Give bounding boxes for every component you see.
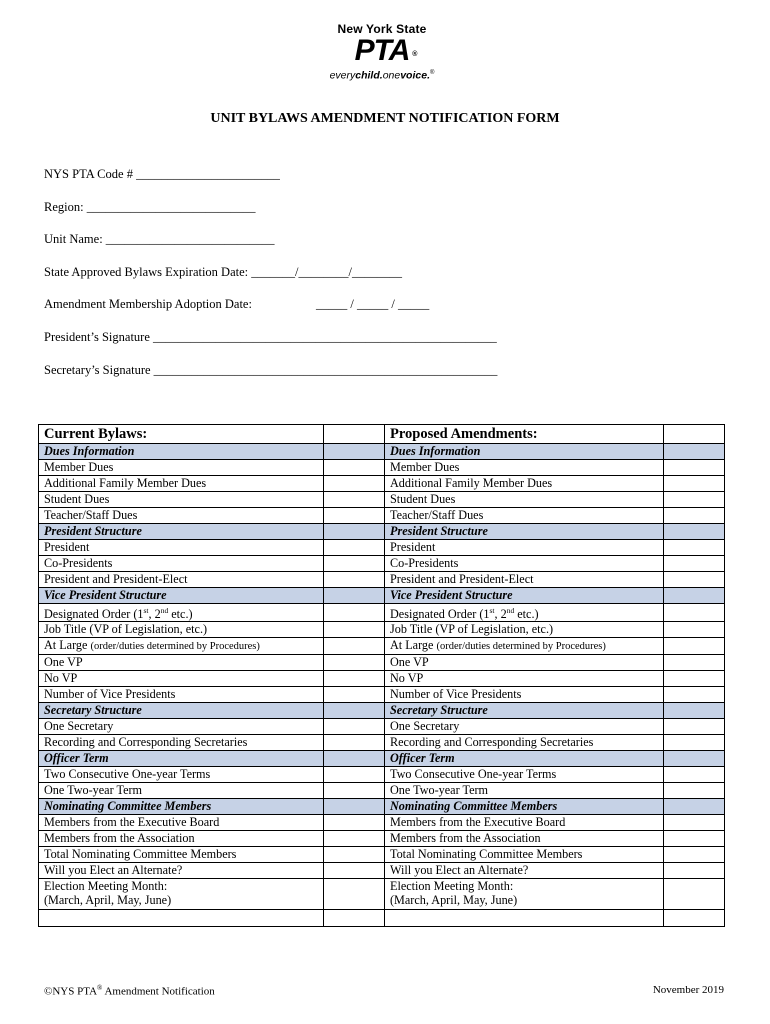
- row-label: Student Dues: [39, 492, 324, 508]
- checkbox-cell[interactable]: [664, 588, 725, 604]
- checkbox-cell[interactable]: [664, 492, 725, 508]
- checkbox-cell[interactable]: [324, 604, 385, 622]
- row-label: Members from the Executive Board: [385, 815, 664, 831]
- designated-order-text: Designated Order (1: [390, 607, 490, 622]
- blank-cell[interactable]: [39, 910, 324, 927]
- table-row: [39, 863, 725, 879]
- checkbox-cell[interactable]: [664, 655, 725, 671]
- checkbox-cell[interactable]: [324, 863, 385, 879]
- checkbox-cell[interactable]: [324, 425, 385, 444]
- footer-date: November 2019: [652, 984, 724, 996]
- logo-state-text: New York State: [337, 22, 427, 36]
- section-title: Nominating Committee Members: [39, 799, 324, 815]
- logo-pta-mark: [354, 34, 417, 67]
- expiration-date-field[interactable]: State Approved Bylaws Expiration Date: _______/________/________: [44, 265, 402, 279]
- election-month-label: Election Meeting Month:: [390, 879, 514, 894]
- checkbox-cell[interactable]: [324, 687, 385, 703]
- table-row: [39, 687, 725, 703]
- current-bylaws-header: Current Bylaws:: [39, 425, 324, 444]
- checkbox-cell[interactable]: [664, 476, 725, 492]
- ordinal-suffix: nd: [506, 606, 515, 615]
- checkbox-cell[interactable]: [664, 783, 725, 799]
- row-label: [39, 638, 324, 655]
- blank-cell[interactable]: [385, 910, 664, 927]
- row-label: Number of Vice Presidents: [39, 687, 324, 703]
- logo-registered-mark: ®: [412, 51, 417, 58]
- election-month-options: (March, April, May, June): [390, 893, 518, 908]
- checkbox-cell[interactable]: [664, 460, 725, 476]
- logo-tagline: [292, 66, 472, 83]
- table-row: [39, 719, 725, 735]
- checkbox-cell[interactable]: [324, 703, 385, 719]
- footer-registered-mark: ®: [97, 984, 103, 992]
- row-label: President: [39, 540, 324, 556]
- election-month-label: Election Meeting Month:: [44, 879, 168, 894]
- checkbox-cell[interactable]: [324, 524, 385, 540]
- unit-name-field[interactable]: Unit Name: ___________________________: [44, 232, 275, 246]
- checkbox-cell[interactable]: [664, 444, 725, 460]
- checkbox-cell[interactable]: [324, 783, 385, 799]
- row-label: Member Dues: [385, 460, 664, 476]
- row-label: Number of Vice Presidents: [385, 687, 664, 703]
- checkbox-cell[interactable]: [324, 588, 385, 604]
- checkbox-cell[interactable]: [664, 687, 725, 703]
- checkbox-cell[interactable]: [664, 719, 725, 735]
- table-row: [39, 879, 725, 910]
- row-label: Job Title (VP of Legislation, etc.): [39, 622, 324, 638]
- row-label: [385, 879, 664, 910]
- row-label: Total Nominating Committee Members: [39, 847, 324, 863]
- row-label: Member Dues: [39, 460, 324, 476]
- designated-order-text: , 2: [494, 607, 507, 622]
- checkbox-cell[interactable]: [664, 540, 725, 556]
- table-row: [39, 638, 725, 655]
- row-label: Job Title (VP of Legislation, etc.): [385, 622, 664, 638]
- section-title: Officer Term: [39, 751, 324, 767]
- tagline-every: every: [329, 69, 356, 82]
- table-row: [39, 671, 725, 687]
- row-label: Teacher/Staff Dues: [39, 508, 324, 524]
- tagline-one: one: [382, 69, 401, 82]
- secretary-signature-field[interactable]: Secretary’s Signature _______________________________________________________: [44, 363, 498, 377]
- section-title: President Structure: [385, 524, 664, 540]
- row-label: One Secretary: [39, 719, 324, 735]
- section-title: Dues Information: [385, 444, 664, 460]
- table-row: [39, 767, 725, 783]
- checkbox-cell[interactable]: [664, 751, 725, 767]
- president-signature-field[interactable]: President’s Signature _______________________________________________________: [44, 330, 497, 344]
- checkbox-cell[interactable]: [664, 799, 725, 815]
- section-title: Dues Information: [39, 444, 324, 460]
- checkbox-cell[interactable]: [664, 910, 725, 927]
- designated-order-text: Designated Order (1: [44, 607, 144, 622]
- proposed-amendments-header: Proposed Amendments:: [385, 425, 664, 444]
- section-row: [39, 588, 725, 604]
- checkbox-cell[interactable]: [324, 444, 385, 460]
- row-label: Members from the Association: [39, 831, 324, 847]
- row-label: Two Consecutive One-year Terms: [385, 767, 664, 783]
- blank-row: [39, 910, 725, 927]
- row-label: [385, 638, 664, 655]
- table-row: [39, 460, 725, 476]
- table-row: [39, 604, 725, 622]
- section-row: [39, 444, 725, 460]
- row-label: No VP: [39, 671, 324, 687]
- checkbox-cell[interactable]: [664, 767, 725, 783]
- checkbox-cell[interactable]: [324, 540, 385, 556]
- ordinal-suffix: nd: [160, 606, 169, 615]
- table-row: [39, 831, 725, 847]
- table-row: [39, 556, 725, 572]
- table-row: [39, 492, 725, 508]
- checkbox-cell[interactable]: [324, 671, 385, 687]
- checkbox-cell[interactable]: [324, 719, 385, 735]
- table-row: [39, 540, 725, 556]
- row-label: No VP: [385, 671, 664, 687]
- checkbox-cell[interactable]: [664, 671, 725, 687]
- row-label: Recording and Corresponding Secretaries: [39, 735, 324, 751]
- checkbox-cell[interactable]: [324, 508, 385, 524]
- row-label: Additional Family Member Dues: [39, 476, 324, 492]
- election-month-options: (March, April, May, June): [44, 893, 172, 908]
- checkbox-cell[interactable]: [324, 767, 385, 783]
- bylaws-amendment-table: [38, 424, 725, 927]
- checkbox-cell[interactable]: [664, 524, 725, 540]
- footer-copyright-text: ©NYS PTA: [44, 985, 98, 998]
- adoption-date-label: Amendment Membership Adoption Date:: [44, 297, 252, 311]
- section-title: Secretary Structure: [385, 703, 664, 719]
- row-label: One Two-year Term: [385, 783, 664, 799]
- row-label: [39, 604, 324, 622]
- at-large-note: (order/duties determined by Procedures): [436, 641, 606, 653]
- logo-pta-text: PTA: [354, 34, 410, 67]
- nys-pta-logo: [292, 22, 472, 88]
- row-label: [385, 604, 664, 622]
- form-title: UNIT BYLAWS AMENDMENT NOTIFICATION FORM: [210, 111, 560, 126]
- checkbox-cell[interactable]: [324, 556, 385, 572]
- checkbox-cell[interactable]: [324, 847, 385, 863]
- checkbox-cell[interactable]: [324, 655, 385, 671]
- row-label: One VP: [39, 655, 324, 671]
- tagline-child: child.: [355, 69, 383, 82]
- checkbox-cell[interactable]: [324, 879, 385, 910]
- checkbox-cell[interactable]: [324, 815, 385, 831]
- designated-order-text: etc.): [168, 607, 193, 622]
- checkbox-cell[interactable]: [324, 799, 385, 815]
- table-row: [39, 622, 725, 638]
- row-label: [39, 879, 324, 910]
- section-title: Vice President Structure: [385, 588, 664, 604]
- section-title: President Structure: [39, 524, 324, 540]
- row-label: Co-Presidents: [39, 556, 324, 572]
- checkbox-cell[interactable]: [664, 572, 725, 588]
- checkbox-cell[interactable]: [664, 604, 725, 622]
- at-large-text: At Large: [390, 638, 437, 653]
- table-row: [39, 847, 725, 863]
- row-label: President and President-Elect: [385, 572, 664, 588]
- row-label: Total Nominating Committee Members: [385, 847, 664, 863]
- table-row: [39, 508, 725, 524]
- checkbox-cell[interactable]: [664, 556, 725, 572]
- checkbox-cell[interactable]: [664, 831, 725, 847]
- checkbox-cell[interactable]: [324, 910, 385, 927]
- ordinal-suffix: st: [143, 606, 149, 615]
- nys-pta-code-field[interactable]: NYS PTA Code # _______________________: [44, 167, 280, 181]
- checkbox-cell[interactable]: [664, 879, 725, 910]
- row-label: Two Consecutive One-year Terms: [39, 767, 324, 783]
- checkbox-cell[interactable]: [324, 460, 385, 476]
- table-row: [39, 783, 725, 799]
- row-label: Student Dues: [385, 492, 664, 508]
- row-label: One Secretary: [385, 719, 664, 735]
- section-title: Nominating Committee Members: [385, 799, 664, 815]
- row-label: Recording and Corresponding Secretaries: [385, 735, 664, 751]
- section-title: Vice President Structure: [39, 588, 324, 604]
- section-title: Secretary Structure: [39, 703, 324, 719]
- row-label: President and President-Elect: [39, 572, 324, 588]
- checkbox-cell[interactable]: [664, 703, 725, 719]
- ordinal-suffix: st: [489, 606, 495, 615]
- checkbox-cell[interactable]: [664, 863, 725, 879]
- row-label: One Two-year Term: [39, 783, 324, 799]
- footer-doc-name: Amendment Notification: [102, 985, 215, 998]
- row-label: Will you Elect an Alternate?: [385, 863, 664, 879]
- table-row: [39, 815, 725, 831]
- table-header-row: [39, 425, 725, 444]
- tagline-registered: ®: [430, 70, 435, 76]
- row-label: One VP: [385, 655, 664, 671]
- designated-order-text: , 2: [148, 607, 161, 622]
- row-label: Additional Family Member Dues: [385, 476, 664, 492]
- footer-copyright: [44, 984, 215, 998]
- checkbox-cell[interactable]: [324, 735, 385, 751]
- at-large-note: (order/duties determined by Procedures): [90, 641, 260, 653]
- checkbox-cell[interactable]: [664, 508, 725, 524]
- checkbox-cell[interactable]: [324, 476, 385, 492]
- row-label: Members from the Executive Board: [39, 815, 324, 831]
- checkbox-cell[interactable]: [324, 622, 385, 638]
- section-row: [39, 703, 725, 719]
- row-label: Will you Elect an Alternate?: [39, 863, 324, 879]
- region-field[interactable]: Region: ___________________________: [44, 200, 256, 214]
- table-row: [39, 735, 725, 751]
- checkbox-cell[interactable]: [664, 425, 725, 444]
- tagline-voice: voice.: [400, 69, 430, 82]
- checkbox-cell[interactable]: [324, 492, 385, 508]
- checkbox-cell[interactable]: [664, 622, 725, 638]
- section-row: [39, 799, 725, 815]
- at-large-text: At Large: [44, 638, 91, 653]
- section-row: [39, 751, 725, 767]
- row-label: Co-Presidents: [385, 556, 664, 572]
- checkbox-cell[interactable]: [664, 847, 725, 863]
- designated-order-text: etc.): [514, 607, 539, 622]
- checkbox-cell[interactable]: [324, 638, 385, 655]
- table-row: [39, 476, 725, 492]
- checkbox-cell[interactable]: [664, 735, 725, 751]
- checkbox-cell[interactable]: [664, 638, 725, 655]
- section-title: Officer Term: [385, 751, 664, 767]
- row-label: President: [385, 540, 664, 556]
- adoption-date-field[interactable]: _____ / _____ / _____: [316, 297, 430, 311]
- table-row: [39, 572, 725, 588]
- checkbox-cell[interactable]: [324, 751, 385, 767]
- checkbox-cell[interactable]: [324, 572, 385, 588]
- row-label: Teacher/Staff Dues: [385, 508, 664, 524]
- checkbox-cell[interactable]: [664, 815, 725, 831]
- checkbox-cell[interactable]: [324, 831, 385, 847]
- row-label: Members from the Association: [385, 831, 664, 847]
- table-row: [39, 655, 725, 671]
- section-row: [39, 524, 725, 540]
